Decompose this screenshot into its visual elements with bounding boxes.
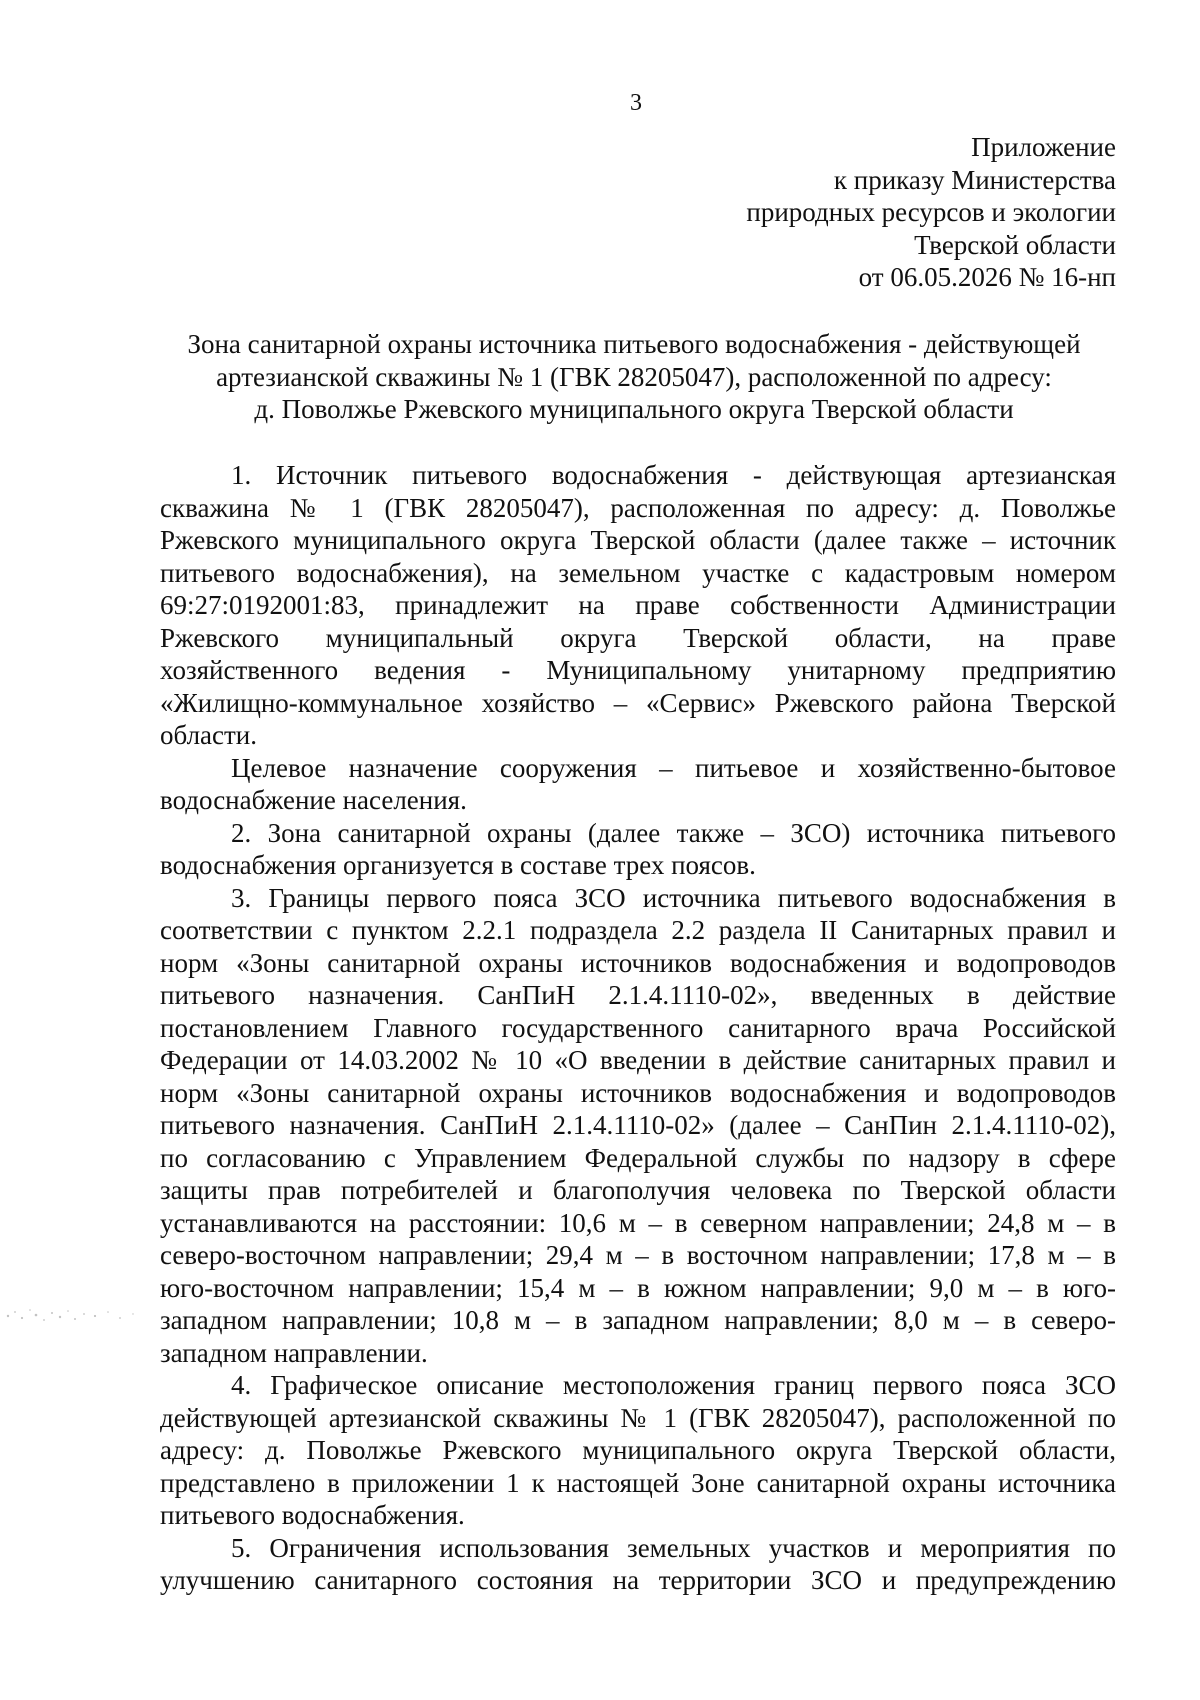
paragraph-line: питьевого водоснабжения), на земельном участке с кадастровым номером (160, 557, 1116, 588)
page-number: 3 (630, 90, 642, 116)
document-body (160, 459, 1116, 1597)
paragraph (160, 1532, 1116, 1597)
paragraph-line: «Жилищно-коммунальное хозяйство – «Сервис» Ржевского района Тверской (160, 687, 1116, 718)
paragraph-line: по согласованию с Управлением Федеральной службы по надзору в сфере (160, 1142, 1116, 1173)
paragraph (160, 817, 1116, 882)
paragraph-line: 1. Источник питьевого водоснабжения - действующая артезианская (231, 460, 1116, 490)
paragraph-line: улучшению санитарного состояния на территории ЗСО и предупреждению (160, 1565, 1116, 1595)
paragraph-line: питьевого назначения. СанПиН 2.1.4.1110-02», введенных в действие (160, 980, 1116, 1010)
paragraph-line: западном направлении; 10,8 м – в западном направлении; 8,0 м – в северо- (160, 1305, 1116, 1335)
paragraph-line: питьевого водоснабжения. (160, 1500, 465, 1530)
paragraph-line: норм «Зоны санитарной охраны источников водоснабжения и водопроводов (160, 1077, 1116, 1108)
paragraph-line: Ржевского муниципального округа Тверской области (далее также – источник (160, 525, 1116, 555)
paragraph (160, 459, 1116, 752)
paragraph-line: хозяйственного ведения - Муниципальному унитарному предприятию (160, 655, 1116, 685)
paragraph-line: действующей артезианской скважины № 1 (ГВК 28205047), расположенной по (160, 1402, 1116, 1433)
paragraph-line: 2. Зона санитарной охраны (далее также – ЗСО) источника питьевого (231, 817, 1116, 848)
appendix-line: Тверской области (914, 229, 1116, 260)
paragraph-line: постановлением Главного государственного санитарного врача Российской (160, 1012, 1116, 1043)
scan-artifact (0, 1300, 150, 1330)
paragraph-line: защиты прав потребителей и благополучия человека по Тверской области (160, 1175, 1116, 1205)
paragraph (160, 752, 1116, 817)
paragraph-line: северо-восточном направлении; 29,4 м – в восточном направлении; 17,8 м – в (160, 1240, 1116, 1270)
paragraph (160, 1369, 1116, 1532)
paragraph-line: Ржевского муниципальный округа Тверской области, на праве (160, 622, 1116, 653)
paragraph-line: устанавливаются на расстоянии: 10,6 м – в северном направлении; 24,8 м – в (160, 1207, 1116, 1238)
title-line: д. Поволжье Ржевского муниципального округа Тверской области (254, 394, 1014, 424)
paragraph-line: соответствии с пунктом 2.2.1 подраздела 2.2 раздела II Санитарных правил и (160, 915, 1116, 945)
title-line: Зона санитарной охраны источника питьевого водоснабжения - действующей (187, 329, 1081, 359)
paragraph-line: скважина № 1 (ГВК 28205047), расположенная по адресу: д. Поволжье (160, 492, 1116, 523)
paragraph-line: 3. Границы первого пояса ЗСО источника питьевого водоснабжения в (231, 882, 1116, 913)
paragraph-line: водоснабжение населения. (160, 785, 467, 815)
document-title (160, 328, 1108, 426)
paragraph-line: Федерации от 14.03.2002 № 10 «О введении в действие санитарных правил и (160, 1045, 1116, 1075)
appendix-line: природных ресурсов и экологии (746, 197, 1116, 227)
paragraph-line: адресу: д. Поволжье Ржевского муниципального округа Тверской области, (160, 1435, 1116, 1465)
paragraph-line: норм «Зоны санитарной охраны источников водоснабжения и водопроводов (160, 947, 1116, 978)
appendix-date-number: от 06.05.2026 № 16-нп (858, 262, 1116, 292)
paragraph-line: питьевого назначения. СанПиН 2.1.4.1110-02» (далее – СанПин 2.1.4.1110-02), (160, 1110, 1116, 1140)
paragraph-line: 4. Графическое описание местоположения границ первого пояса ЗСО (231, 1370, 1116, 1400)
paragraph-line: области. (160, 720, 258, 750)
paragraph-line: представлено в приложении 1 к настоящей Зоне санитарной охраны источника (160, 1467, 1116, 1498)
paragraph-line: водоснабжения организуется в составе трех поясов. (160, 850, 756, 880)
paragraph-line: Целевое назначение сооружения – питьевое и хозяйственно-бытовое (231, 752, 1116, 783)
paragraph-line: 5. Ограничения использования земельных участков и мероприятия по (231, 1532, 1116, 1563)
title-line: артезианской скважины № 1 (ГВК 28205047), расположенной по адресу: (216, 361, 1052, 392)
appendix-line: к приказу Министерства (833, 164, 1116, 195)
appendix-header (746, 131, 1116, 294)
paragraph-line: западном направлении. (160, 1337, 428, 1368)
paragraph-line: 69:27:0192001:83, принадлежит на праве собственности Администрации (160, 590, 1116, 620)
appendix-line: Приложение (971, 132, 1116, 162)
paragraph-line: юго-восточном направлении; 15,4 м – в южном направлении; 9,0 м – в юго- (160, 1272, 1116, 1303)
paragraph (160, 882, 1116, 1370)
